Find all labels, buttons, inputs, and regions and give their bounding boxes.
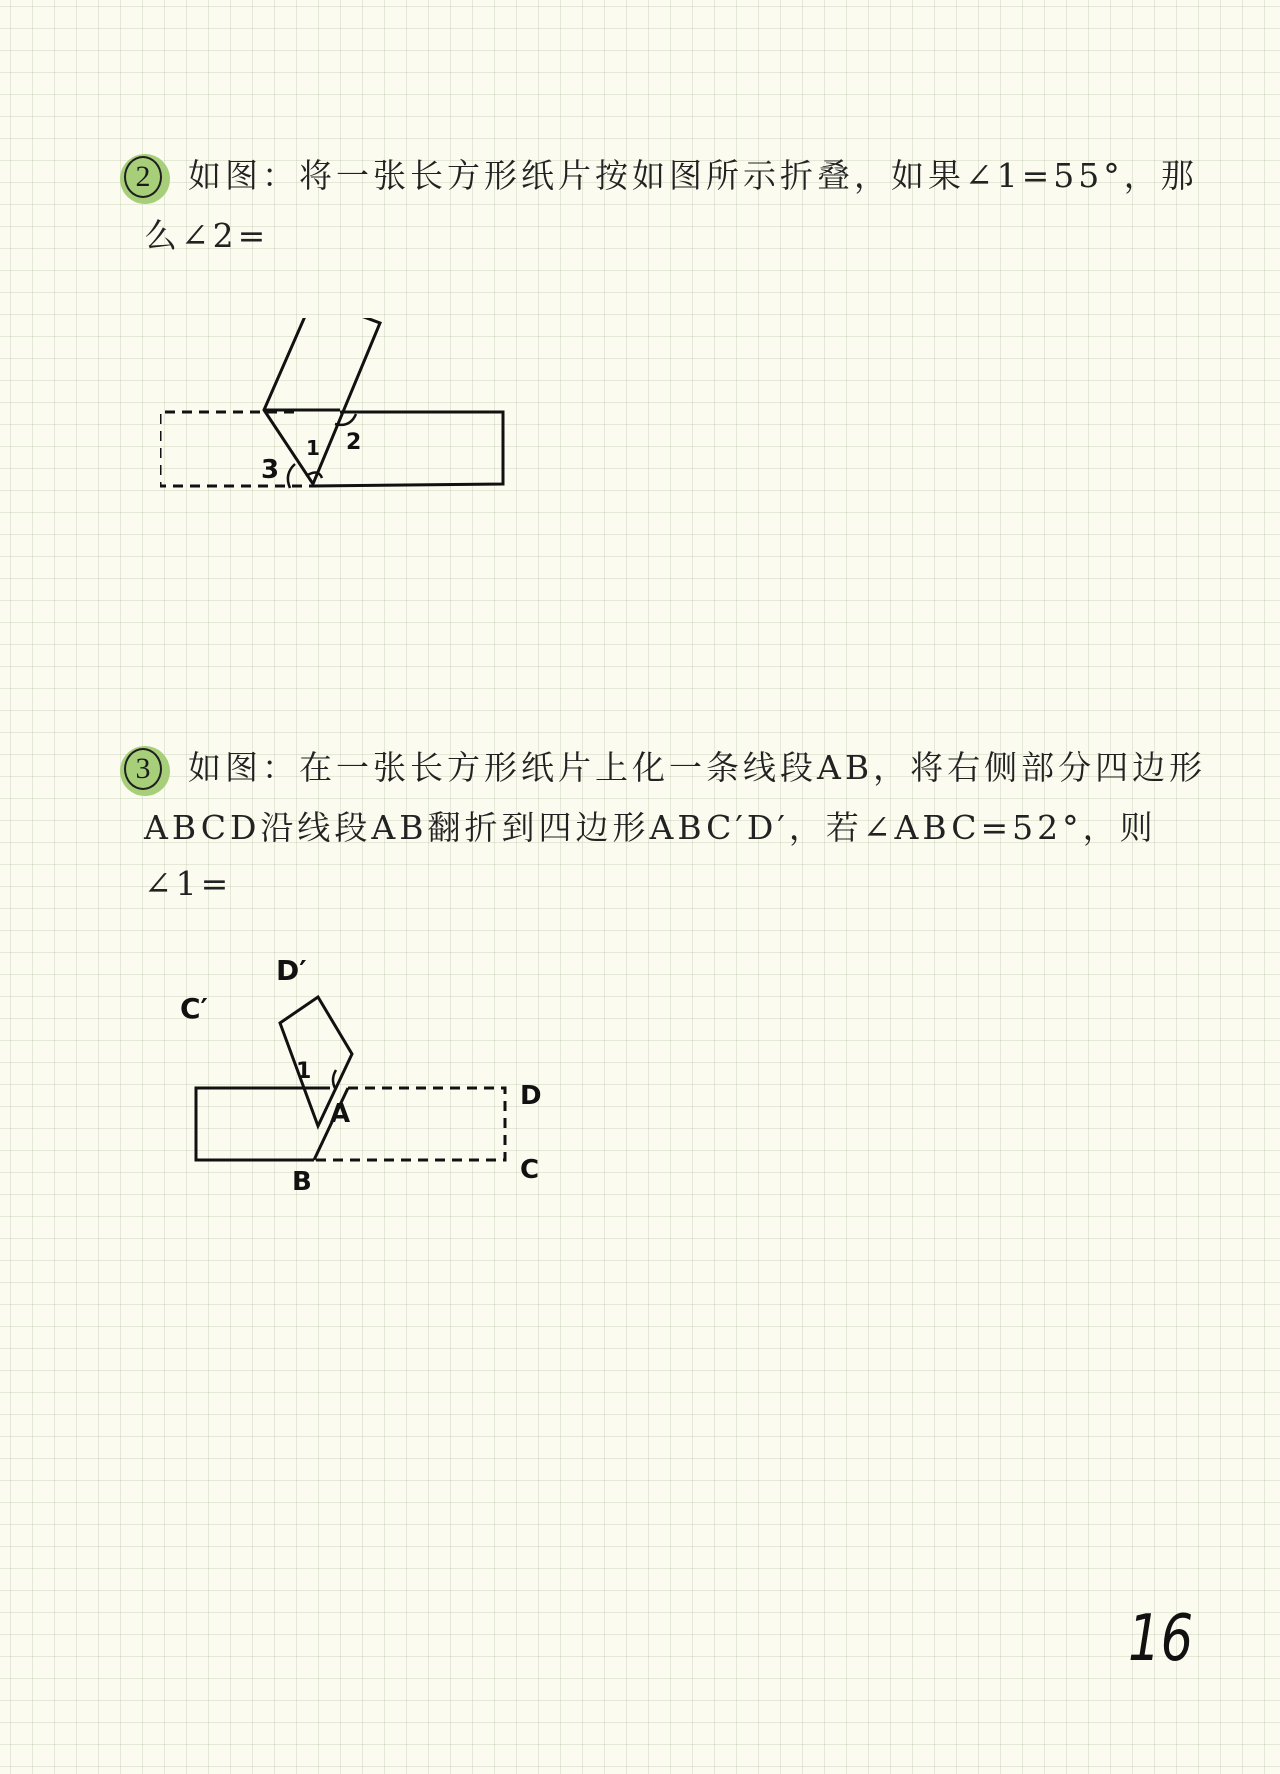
problem-number-badge (118, 742, 174, 798)
angle-3-arc (288, 464, 295, 488)
problem-text-line-1: 如图：在一张长方形纸片上化一条线段AB，将右侧部分四边形 (188, 748, 1207, 787)
folding-figure-3 (180, 928, 560, 1212)
figure-3-svg (180, 928, 560, 1208)
problem-number-badge (118, 150, 174, 206)
page-number: 16 (1128, 1602, 1194, 1676)
angle-label-1: 1 (296, 1059, 312, 1084)
problem-text-line-1: 如图：将一张长方形纸片按如图所示折叠，如果∠1=55°，那 (188, 156, 1198, 195)
label-a: A (330, 1099, 351, 1129)
angle-label-2: 2 (346, 430, 362, 455)
angle-label-1: 1 (306, 436, 320, 460)
problem-text-line-2: 么∠2= (144, 216, 270, 255)
problem-text-line-2: ABCD沿线段AB翻折到四边形ABC′D′，若∠ABC=52°，则∠1= (144, 808, 1157, 903)
figure-2-svg (160, 318, 580, 558)
label-d: D (520, 1081, 542, 1111)
folding-figure-2 (160, 318, 580, 562)
label-b: B (292, 1167, 312, 1197)
rectangle-right-part (313, 412, 503, 486)
rectangle-left-part (196, 1088, 330, 1160)
angle-label-3: 3 (261, 455, 280, 485)
label-d-prime: D′ (276, 954, 307, 987)
label-c-prime: C′ (180, 992, 208, 1025)
label-c: C (520, 1155, 540, 1185)
problem-number: 2 (124, 156, 162, 198)
problem-number: 3 (124, 748, 162, 790)
angle-1-arc (333, 1070, 336, 1090)
folded-flap (264, 318, 380, 484)
